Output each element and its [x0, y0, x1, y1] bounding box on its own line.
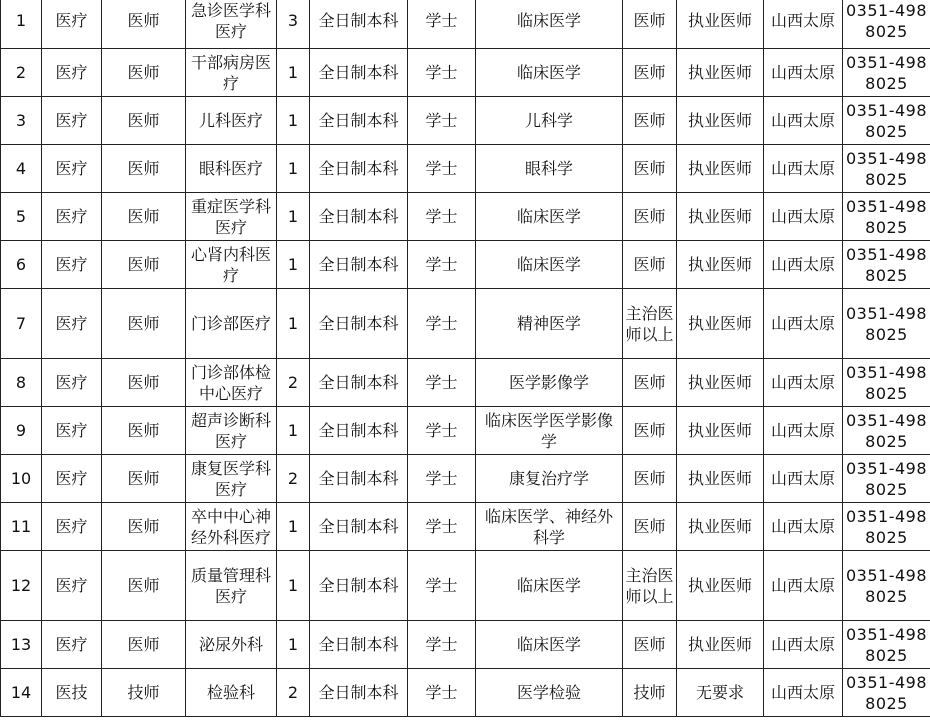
cell-category: 医疗 [42, 551, 102, 621]
cell-dept: 心肾内科医疗 [186, 241, 277, 289]
cell-no: 2 [1, 49, 42, 97]
cell-qualification: 无要求 [677, 669, 764, 717]
cell-degree: 学士 [408, 241, 476, 289]
cell-location: 山西太原 [764, 0, 843, 49]
cell-count: 3 [277, 0, 310, 49]
cell-major: 临床医学 [476, 621, 623, 669]
cell-qualification: 执业医师 [677, 551, 764, 621]
cell-location: 山西太原 [764, 193, 843, 241]
table-row [1, 551, 930, 621]
cell-count: 1 [277, 407, 310, 455]
cell-category: 医疗 [42, 503, 102, 551]
cell-post: 医师 [102, 289, 186, 359]
cell-location: 山西太原 [764, 97, 843, 145]
cell-major: 临床医学医学影像学 [476, 407, 623, 455]
cell-phone: 0351-4988025 [843, 241, 930, 289]
cell-qualification: 执业医师 [677, 503, 764, 551]
cell-phone: 0351-4988025 [843, 621, 930, 669]
cell-phone: 0351-4988025 [843, 551, 930, 621]
cell-category: 医疗 [42, 193, 102, 241]
cell-dept: 眼科医疗 [186, 145, 277, 193]
cell-major: 医学影像学 [476, 359, 623, 407]
cell-degree: 学士 [408, 97, 476, 145]
cell-no: 11 [1, 503, 42, 551]
table-row [1, 0, 930, 49]
cell-category: 医疗 [42, 359, 102, 407]
cell-major: 临床医学 [476, 241, 623, 289]
cell-post: 医师 [102, 0, 186, 49]
cell-location: 山西太原 [764, 49, 843, 97]
cell-education: 全日制本科 [310, 621, 408, 669]
cell-education: 全日制本科 [310, 359, 408, 407]
cell-count: 2 [277, 455, 310, 503]
cell-major: 临床医学 [476, 551, 623, 621]
cell-dept: 卒中中心神经外科医疗 [186, 503, 277, 551]
cell-education: 全日制本科 [310, 97, 408, 145]
table-row [1, 289, 930, 359]
cell-count: 1 [277, 289, 310, 359]
cell-post: 技师 [102, 669, 186, 717]
cell-phone: 0351-4988025 [843, 455, 930, 503]
cell-title: 医师 [623, 0, 677, 49]
cell-title: 医师 [623, 359, 677, 407]
cell-education: 全日制本科 [310, 551, 408, 621]
cell-qualification: 执业医师 [677, 289, 764, 359]
cell-category: 医疗 [42, 49, 102, 97]
cell-qualification: 执业医师 [677, 193, 764, 241]
cell-title: 主治医师以上 [623, 289, 677, 359]
cell-post: 医师 [102, 145, 186, 193]
cell-post: 医师 [102, 193, 186, 241]
cell-count: 1 [277, 551, 310, 621]
table-row [1, 359, 930, 407]
cell-location: 山西太原 [764, 359, 843, 407]
cell-category: 医疗 [42, 621, 102, 669]
cell-title: 医师 [623, 407, 677, 455]
cell-education: 全日制本科 [310, 289, 408, 359]
cell-qualification: 执业医师 [677, 97, 764, 145]
cell-count: 1 [277, 97, 310, 145]
cell-title: 医师 [623, 193, 677, 241]
cell-phone: 0351-4988025 [843, 145, 930, 193]
cell-location: 山西太原 [764, 145, 843, 193]
cell-title: 技师 [623, 669, 677, 717]
cell-location: 山西太原 [764, 241, 843, 289]
cell-dept: 质量管理科医疗 [186, 551, 277, 621]
cell-degree: 学士 [408, 455, 476, 503]
table-row [1, 49, 930, 97]
table-row [1, 503, 930, 551]
table-row [1, 407, 930, 455]
cell-category: 医疗 [42, 145, 102, 193]
cell-degree: 学士 [408, 503, 476, 551]
cell-dept: 门诊部体检中心医疗 [186, 359, 277, 407]
cell-education: 全日制本科 [310, 241, 408, 289]
cell-no: 8 [1, 359, 42, 407]
cell-count: 1 [277, 49, 310, 97]
cell-no: 5 [1, 193, 42, 241]
cell-dept: 儿科医疗 [186, 97, 277, 145]
cell-major: 康复治疗学 [476, 455, 623, 503]
cell-dept: 泌尿外科 [186, 621, 277, 669]
cell-post: 医师 [102, 455, 186, 503]
cell-location: 山西太原 [764, 551, 843, 621]
cell-location: 山西太原 [764, 455, 843, 503]
table-row [1, 97, 930, 145]
cell-location: 山西太原 [764, 503, 843, 551]
cell-no: 9 [1, 407, 42, 455]
cell-major: 儿科学 [476, 97, 623, 145]
cell-phone: 0351-4988025 [843, 97, 930, 145]
cell-post: 医师 [102, 551, 186, 621]
cell-degree: 学士 [408, 359, 476, 407]
cell-degree: 学士 [408, 49, 476, 97]
cell-category: 医疗 [42, 407, 102, 455]
cell-title: 医师 [623, 241, 677, 289]
table-row [1, 193, 930, 241]
cell-phone: 0351-4988025 [843, 49, 930, 97]
cell-education: 全日制本科 [310, 455, 408, 503]
cell-dept: 检验科 [186, 669, 277, 717]
cell-post: 医师 [102, 359, 186, 407]
table-row [1, 455, 930, 503]
cell-degree: 学士 [408, 289, 476, 359]
cell-category: 医疗 [42, 97, 102, 145]
cell-title: 医师 [623, 97, 677, 145]
cell-title: 医师 [623, 455, 677, 503]
table-row [1, 241, 930, 289]
cell-qualification: 执业医师 [677, 241, 764, 289]
cell-no: 14 [1, 669, 42, 717]
cell-qualification: 执业医师 [677, 145, 764, 193]
cell-degree: 学士 [408, 145, 476, 193]
cell-title: 医师 [623, 621, 677, 669]
cell-qualification: 执业医师 [677, 407, 764, 455]
cell-category: 医疗 [42, 0, 102, 49]
cell-qualification: 执业医师 [677, 49, 764, 97]
cell-location: 山西太原 [764, 669, 843, 717]
cell-location: 山西太原 [764, 621, 843, 669]
cell-post: 医师 [102, 503, 186, 551]
cell-qualification: 执业医师 [677, 455, 764, 503]
cell-phone: 0351-4988025 [843, 289, 930, 359]
cell-degree: 学士 [408, 193, 476, 241]
cell-major: 临床医学、神经外科学 [476, 503, 623, 551]
cell-no: 12 [1, 551, 42, 621]
cell-no: 4 [1, 145, 42, 193]
cell-count: 2 [277, 359, 310, 407]
cell-major: 临床医学 [476, 0, 623, 49]
cell-qualification: 执业医师 [677, 359, 764, 407]
cell-category: 医疗 [42, 241, 102, 289]
cell-phone: 0351-4988025 [843, 0, 930, 49]
cell-qualification: 执业医师 [677, 0, 764, 49]
cell-dept: 急诊医学科医疗 [186, 0, 277, 49]
table-row [1, 145, 930, 193]
cell-post: 医师 [102, 407, 186, 455]
cell-phone: 0351-4988025 [843, 669, 930, 717]
cell-post: 医师 [102, 97, 186, 145]
cell-title: 主治医师以上 [623, 551, 677, 621]
cell-location: 山西太原 [764, 289, 843, 359]
cell-title: 医师 [623, 145, 677, 193]
cell-count: 2 [277, 669, 310, 717]
cell-education: 全日制本科 [310, 669, 408, 717]
table-row [1, 669, 930, 717]
cell-major: 眼科学 [476, 145, 623, 193]
cell-education: 全日制本科 [310, 193, 408, 241]
cell-education: 全日制本科 [310, 0, 408, 49]
cell-dept: 干部病房医疗 [186, 49, 277, 97]
cell-dept: 超声诊断科医疗 [186, 407, 277, 455]
cell-count: 1 [277, 621, 310, 669]
cell-degree: 学士 [408, 669, 476, 717]
cell-no: 3 [1, 97, 42, 145]
cell-phone: 0351-4988025 [843, 193, 930, 241]
table-row [1, 621, 930, 669]
cell-post: 医师 [102, 621, 186, 669]
cell-no: 7 [1, 289, 42, 359]
cell-major: 临床医学 [476, 193, 623, 241]
cell-no: 10 [1, 455, 42, 503]
cell-dept: 康复医学科医疗 [186, 455, 277, 503]
cell-education: 全日制本科 [310, 407, 408, 455]
cell-major: 医学检验 [476, 669, 623, 717]
cell-major: 精神医学 [476, 289, 623, 359]
cell-degree: 学士 [408, 551, 476, 621]
cell-no: 6 [1, 241, 42, 289]
cell-degree: 学士 [408, 407, 476, 455]
cell-major: 临床医学 [476, 49, 623, 97]
cell-count: 1 [277, 145, 310, 193]
cell-education: 全日制本科 [310, 49, 408, 97]
cell-phone: 0351-4988025 [843, 407, 930, 455]
cell-count: 1 [277, 503, 310, 551]
cell-degree: 学士 [408, 0, 476, 49]
cell-category: 医疗 [42, 455, 102, 503]
cell-category: 医疗 [42, 289, 102, 359]
cell-education: 全日制本科 [310, 145, 408, 193]
cell-phone: 0351-4988025 [843, 359, 930, 407]
cell-phone: 0351-4988025 [843, 503, 930, 551]
cell-title: 医师 [623, 49, 677, 97]
cell-title: 医师 [623, 503, 677, 551]
cell-count: 1 [277, 193, 310, 241]
cell-post: 医师 [102, 49, 186, 97]
cell-post: 医师 [102, 241, 186, 289]
cell-education: 全日制本科 [310, 503, 408, 551]
cell-qualification: 执业医师 [677, 621, 764, 669]
cell-degree: 学士 [408, 621, 476, 669]
cell-count: 1 [277, 241, 310, 289]
cell-dept: 重症医学科医疗 [186, 193, 277, 241]
cell-no: 1 [1, 0, 42, 49]
cell-location: 山西太原 [764, 407, 843, 455]
cell-dept: 门诊部医疗 [186, 289, 277, 359]
cell-no: 13 [1, 621, 42, 669]
cell-category: 医技 [42, 669, 102, 717]
